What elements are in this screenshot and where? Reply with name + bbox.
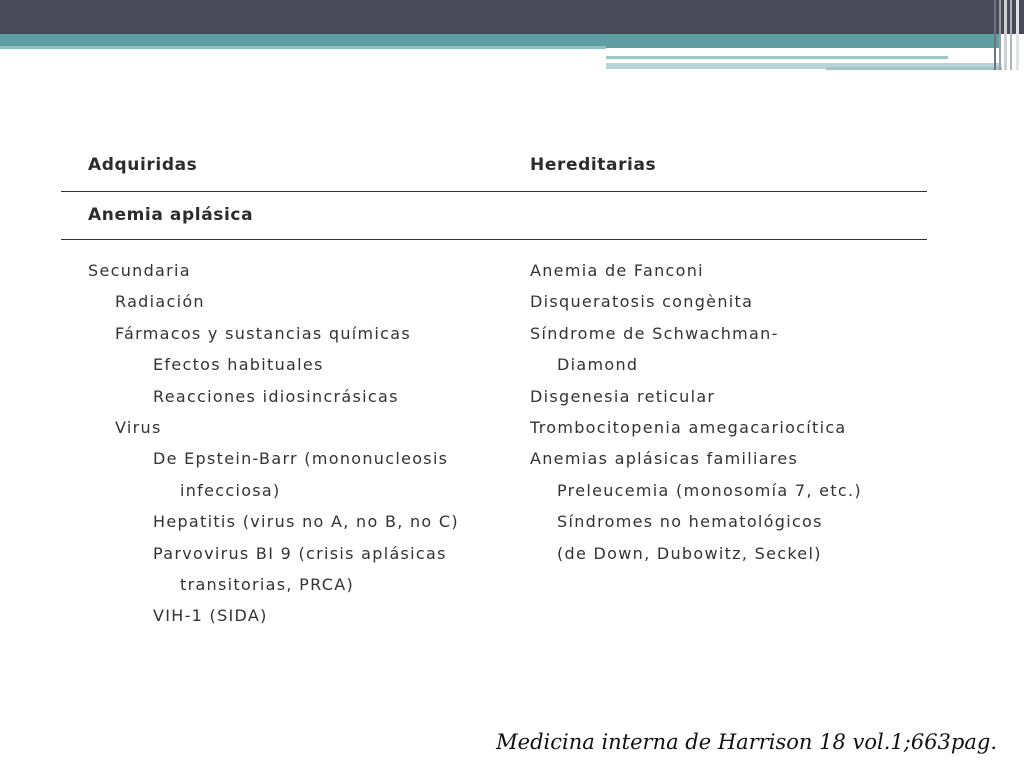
list-item: De Epstein-Barr (mononucleosis [153, 449, 449, 469]
acquired-column [88, 255, 459, 632]
list-item: Síndromes no hematológicos [557, 512, 823, 532]
aplastic-anemia-table [61, 145, 927, 626]
list-item: VIH-1 (SIDA) [153, 606, 268, 626]
decorative-stripe [1004, 0, 1007, 70]
list-item: transitorias, PRCA) [180, 574, 355, 594]
list-item: Reacciones idiosincrásicas [153, 386, 399, 406]
header-band-accent [606, 56, 948, 59]
header-band-accent [0, 46, 606, 49]
list-item: (de Down, Dubowitz, Seckel) [557, 543, 822, 563]
header-hereditary: Hereditarias [530, 155, 657, 175]
table-header-row [61, 145, 927, 192]
decorative-stripe [994, 0, 996, 70]
header-band-dark [0, 0, 1024, 34]
list-item: Radiación [115, 292, 205, 312]
list-item: infecciosa) [180, 480, 281, 500]
list-item: Anemias aplásicas familiares [530, 449, 799, 469]
table-subheader-row [61, 192, 927, 240]
list-item: Virus [115, 417, 162, 437]
list-item: Parvovirus BI 9 (crisis aplásicas [153, 543, 447, 563]
list-item: Trombocitopenia amegacariocítica [530, 417, 847, 437]
list-item: Secundaria [88, 261, 191, 280]
list-item: Hepatitis (virus no A, no B, no C) [153, 512, 459, 532]
subheader-aplastic-anemia: Anemia aplásica [88, 205, 254, 225]
decorative-stripe [999, 0, 1001, 70]
list-item: Preleucemia (monosomía 7, etc.) [557, 480, 862, 500]
list-item: Anemia de Fanconi [530, 261, 704, 280]
header-acquired: Adquiridas [88, 155, 198, 175]
list-item: Disqueratosis congènita [530, 292, 754, 312]
list-item: Síndrome de Schwachman- [530, 323, 779, 343]
list-item: Diamond [557, 355, 639, 375]
list-item: Efectos habituales [153, 355, 324, 375]
header-band-accent [826, 67, 1002, 70]
hereditary-column [530, 255, 862, 569]
list-item: Disgenesia reticular [530, 386, 716, 406]
list-item: Fármacos y sustancias químicas [115, 323, 411, 343]
citation: Medicina interna de Harrison 18 vol.1;663pag. [496, 730, 997, 754]
decorative-stripe [1010, 0, 1012, 70]
decorative-stripe [1016, 0, 1019, 70]
